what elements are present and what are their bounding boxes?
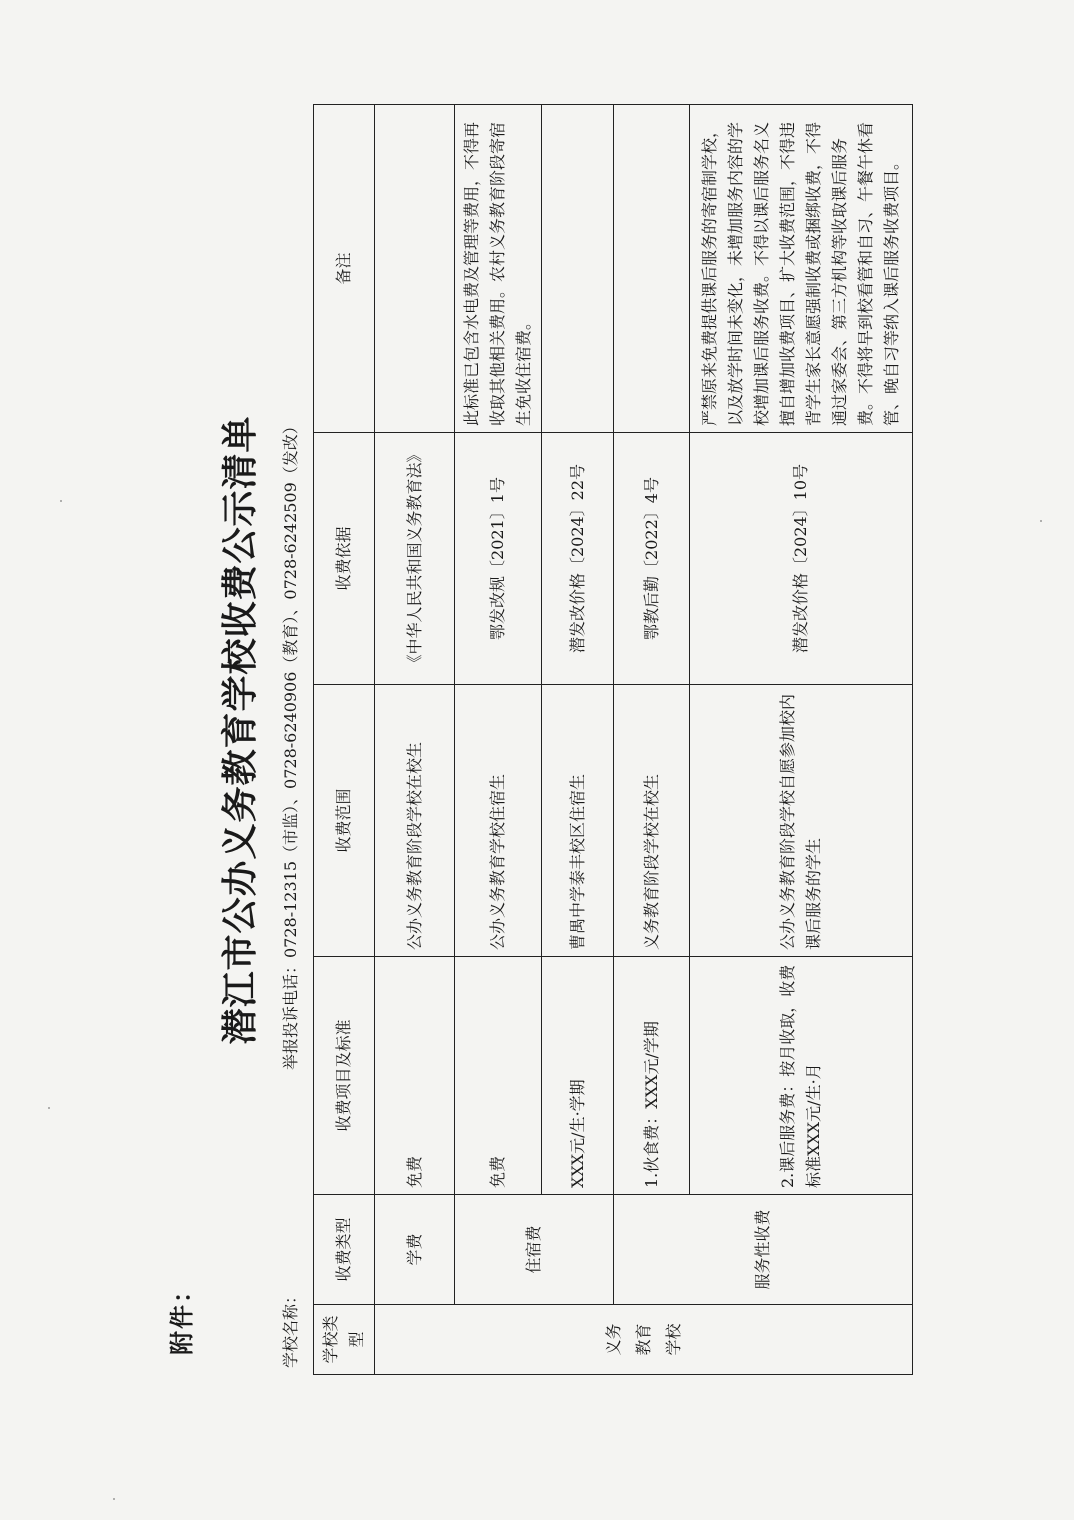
column-header-school-type: 学校类型 <box>314 1305 375 1375</box>
column-header-remark: 备注 <box>314 105 375 433</box>
basis-cell: 潜发改价格〔2024〕22号 <box>542 433 614 685</box>
remark-cell <box>375 105 455 433</box>
item-cell: 免费 <box>375 957 455 1195</box>
fee-table <box>313 104 913 1375</box>
item-cell: 2.课后服务费：按月收取，收费标准XXX元/生·月 <box>690 957 913 1195</box>
scope-cell: 曹禺中学泰丰校区住宿生 <box>542 685 614 957</box>
basis-cell: 《中华人民共和国义务教育法》 <box>375 433 455 685</box>
table-row <box>375 105 455 1375</box>
table-row <box>455 105 542 1375</box>
fee-type-cell: 学费 <box>375 1195 455 1305</box>
column-header-basis: 收费依据 <box>314 433 375 685</box>
table-row <box>614 105 690 1375</box>
remark-cell <box>542 105 614 433</box>
attachment-label: 附件： <box>167 1277 196 1355</box>
remark-cell: 严禁原来免费提供课后服务的寄宿制学校，以及放学时间未变化，未增加服务内容的学校增加课后服务收费。不得以课后服务名义擅自增加收费项目、扩大收费范围，不得违背学生家长意愿强制收费或捆绑收费，不得通过家委会、第三方机构等收取课后服务费。不得将早到校看管和自习、午餐午休看管、晚自习等纳入课后服务收费项目。 <box>690 105 913 433</box>
item-cell: 1.伙食费：XXX元/学期 <box>614 957 690 1195</box>
school-name-label: 学校名称： <box>281 1287 300 1368</box>
document-title: 潜江市公办义务教育学校收费公示清单 <box>219 415 261 1045</box>
table-header-row <box>314 105 375 1375</box>
complaint-hotline: 举报投诉电话：0728-12315（市监）、0728-6240906（教育）、0728-6242509（发改） <box>281 418 300 1070</box>
table-row <box>690 105 913 1375</box>
remark-cell: 此标准已包含水电费及管理等费用，不得再收取其他相关费用。农村义务教育阶段寄宿生免收住宿费。 <box>455 105 542 433</box>
fee-type-cell: 住宿费 <box>455 1195 614 1305</box>
scope-cell: 公办义务教育学校住宿生 <box>455 685 542 957</box>
basis-cell: 鄂发改规〔2021〕1号 <box>455 433 542 685</box>
scope-cell: 公办义务教育阶段学校在校生 <box>375 685 455 957</box>
column-header-item: 收费项目及标准 <box>314 957 375 1195</box>
item-cell: 免费 <box>455 957 542 1195</box>
fee-type-cell: 服务性收费 <box>614 1195 913 1305</box>
column-header-scope: 收费范围 <box>314 685 375 957</box>
remark-cell <box>614 105 690 433</box>
basis-cell: 鄂教后勤〔2022〕4号 <box>614 433 690 685</box>
school-type-cell <box>375 1305 913 1375</box>
column-header-fee-type: 收费类型 <box>314 1195 375 1305</box>
school-type-line: 义务 <box>603 1323 623 1356</box>
basis-cell: 潜发改价格〔2024〕10号 <box>690 433 913 685</box>
scope-cell: 义务教育阶段学校在校生 <box>614 685 690 957</box>
item-cell: XXX元/生·学期 <box>542 957 614 1195</box>
school-type-line: 学校 <box>663 1323 683 1356</box>
scope-cell: 公办义务教育阶段学校自愿参加校内课后服务的学生 <box>690 685 913 957</box>
school-type-line: 教育 <box>633 1323 653 1356</box>
table-row <box>542 105 614 1375</box>
